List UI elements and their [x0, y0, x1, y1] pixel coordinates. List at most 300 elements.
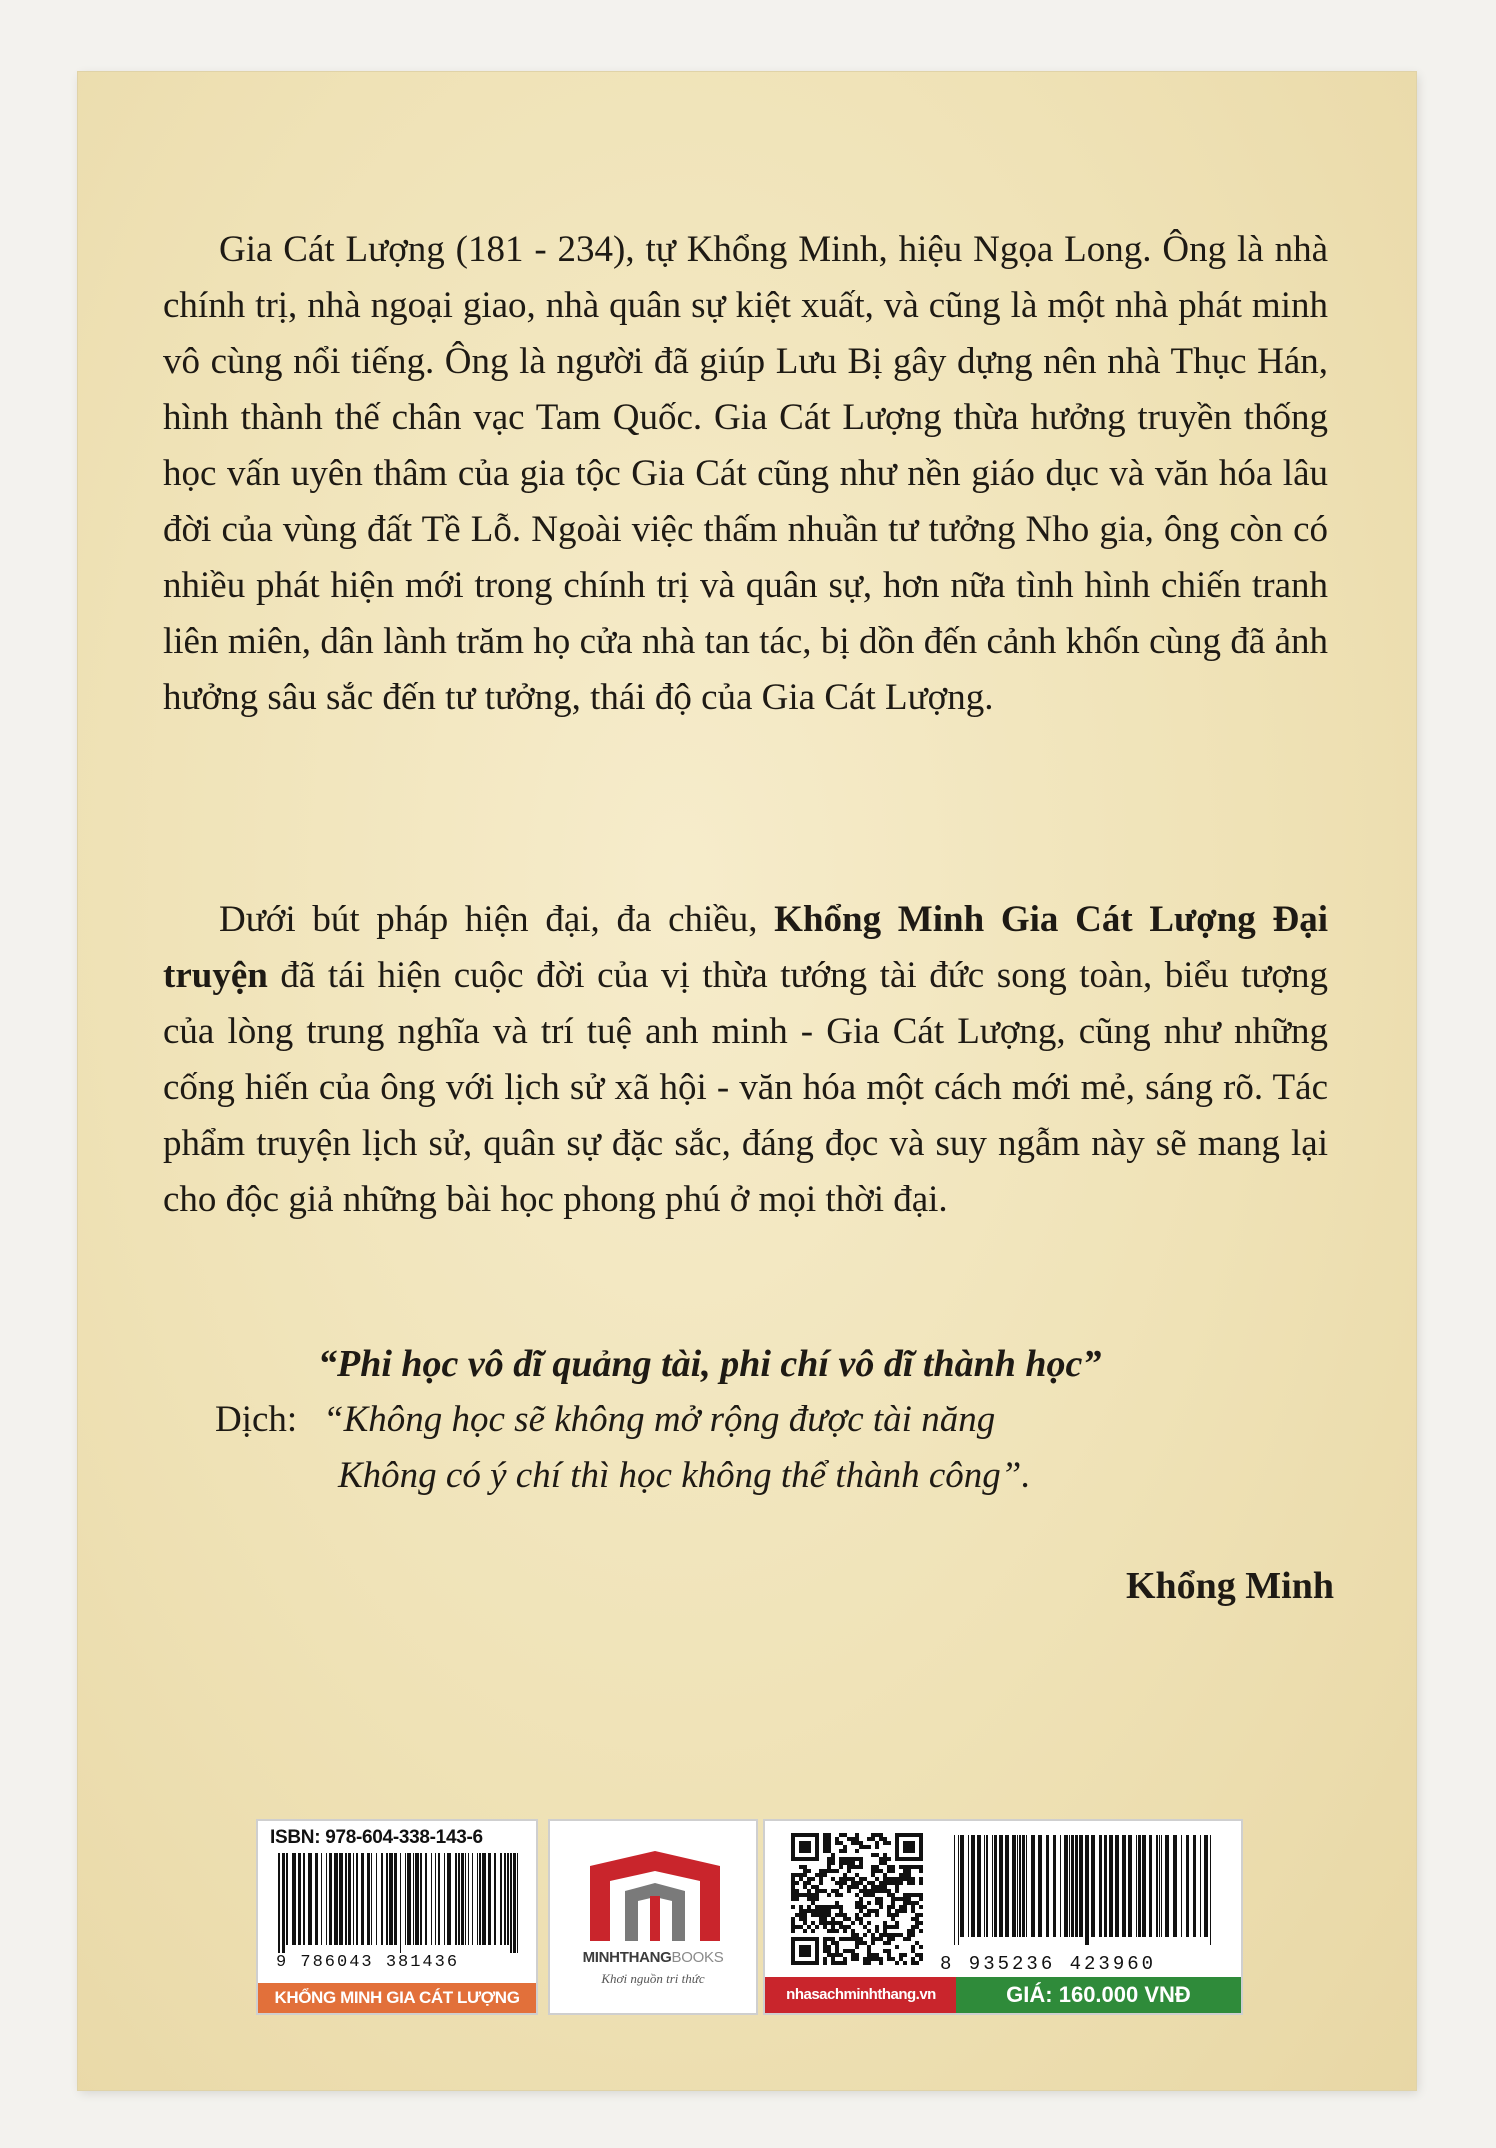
qr-module [915, 1961, 919, 1965]
barcode-bar [479, 1853, 481, 1945]
qr-module [827, 1861, 831, 1865]
qr-module [883, 1933, 887, 1937]
barcode-bar [334, 1853, 338, 1945]
qr-module [863, 1941, 867, 1945]
barcode-bar [1156, 1835, 1158, 1937]
qr-module [831, 1925, 835, 1929]
qr-module [915, 1913, 919, 1917]
qr-module [795, 1897, 799, 1901]
qr-module [875, 1865, 879, 1869]
qr-module [839, 1921, 843, 1925]
qr-module [879, 1861, 883, 1865]
quote-translation-line-2: Không có ý chí thì học không thể thành công”. [338, 1455, 1031, 1496]
qr-module [863, 1925, 867, 1929]
qr-module [907, 1877, 911, 1881]
qr-module [891, 1933, 895, 1937]
isbn-box [256, 1819, 538, 2015]
qr-module [839, 1857, 843, 1861]
qr-module [883, 1941, 887, 1945]
qr-module [867, 1889, 871, 1893]
qr-module [891, 1937, 895, 1941]
qr-module [871, 1873, 875, 1877]
barcode-bar [431, 1853, 432, 1945]
qr-module [919, 1877, 923, 1881]
qr-module [903, 1869, 907, 1873]
qr-module [883, 1929, 887, 1933]
qr-module [819, 1889, 823, 1893]
qr-module [863, 1905, 867, 1909]
barcode-bar [371, 1853, 372, 1945]
qr-module [831, 1957, 835, 1961]
qr-module [875, 1913, 879, 1917]
barcode-bar [1173, 1835, 1177, 1937]
qr-module [815, 1905, 819, 1909]
qr-module [867, 1961, 871, 1965]
qr-module [823, 1925, 827, 1929]
qr-module [879, 1957, 883, 1961]
barcode-bar [500, 1853, 502, 1945]
barcode-bar [376, 1853, 377, 1945]
qr-module [823, 1909, 827, 1913]
qr-module [871, 1869, 875, 1873]
qr-module [887, 1865, 891, 1869]
qr-module [851, 1865, 855, 1869]
qr-module [871, 1853, 875, 1857]
qr-module [855, 1857, 859, 1861]
qr-module [879, 1897, 883, 1901]
qr-module [831, 1861, 835, 1865]
qr-module [915, 1901, 919, 1905]
barcode-bar [1079, 1835, 1083, 1937]
barcode-bar [994, 1835, 997, 1937]
qr-module [855, 1941, 859, 1945]
qr-module [839, 1925, 843, 1929]
qr-module [847, 1885, 851, 1889]
qr-module [835, 1869, 839, 1873]
qr-module [879, 1885, 883, 1889]
qr-module [843, 1845, 847, 1849]
barcode-bar [361, 1853, 364, 1945]
qr-module [803, 1909, 807, 1913]
qr-module [891, 1917, 895, 1921]
qr-module [903, 1865, 907, 1869]
minhthang-logo-icon [580, 1841, 730, 1946]
qr-module [819, 1877, 823, 1881]
qr-module [835, 1961, 839, 1965]
qr-module [855, 1913, 859, 1917]
qr-module [831, 1929, 835, 1933]
qr-module [859, 1889, 863, 1893]
publisher-name-bold: MINHTHANG [582, 1949, 672, 1966]
qr-module [887, 1933, 891, 1937]
qr-module [819, 1917, 823, 1921]
qr-module [887, 1957, 891, 1961]
qr-module [799, 1925, 803, 1929]
qr-module [903, 1905, 907, 1909]
qr-module [859, 1909, 863, 1913]
qr-module [911, 1945, 915, 1949]
qr-module [823, 1913, 827, 1917]
qr-module [911, 1881, 915, 1885]
qr-module [831, 1937, 835, 1941]
qr-module [843, 1861, 847, 1865]
qr-module [811, 1893, 815, 1897]
qr-module [903, 1873, 907, 1877]
qr-module [899, 1933, 903, 1937]
qr-module [867, 1881, 871, 1885]
qr-module [911, 1949, 915, 1953]
qr-module [919, 1953, 923, 1957]
qr-module [891, 1957, 895, 1961]
barcode-bar [999, 1835, 1003, 1937]
qr-module [883, 1925, 887, 1929]
qr-module [807, 1881, 811, 1885]
qr-module [887, 1869, 891, 1873]
barcode-bar [282, 1853, 285, 1953]
qr-module [815, 1885, 819, 1889]
qr-module [871, 1833, 875, 1837]
qr-module [827, 1909, 831, 1913]
qr-module [835, 1905, 839, 1909]
qr-module [887, 1881, 891, 1885]
qr-module [883, 1873, 887, 1877]
book-title-strip: KHỔNG MINH GIA CÁT LƯỢNG [258, 1983, 536, 2013]
qr-module [855, 1873, 859, 1877]
barcode-bar [1060, 1835, 1061, 1937]
ean-barcode-icon [950, 1835, 1220, 1945]
qr-module [839, 1893, 843, 1897]
qr-module [863, 1933, 867, 1937]
barcode-bar [1085, 1835, 1089, 1945]
barcode-bar [1075, 1835, 1078, 1937]
barcode-bar [958, 1835, 959, 1945]
barcode-bar [992, 1835, 993, 1937]
barcode-bar [984, 1835, 985, 1937]
barcode-bar [1071, 1835, 1074, 1937]
quote-author: Khổng Minh [1125, 1565, 1334, 1607]
qr-module [803, 1921, 807, 1925]
qr-module [843, 1917, 847, 1921]
qr-module [867, 1909, 871, 1913]
barcode-bar [468, 1853, 469, 1945]
qr-module [867, 1845, 871, 1849]
qr-module [827, 1945, 831, 1949]
qr-module [799, 1905, 803, 1909]
qr-module [827, 1921, 831, 1925]
qr-module [859, 1877, 863, 1881]
barcode-bar [1026, 1835, 1027, 1937]
barcode-bar [308, 1853, 312, 1945]
qr-module [895, 1889, 899, 1893]
qr-module [807, 1905, 811, 1909]
qr-module [799, 1917, 803, 1921]
paragraph-2-rest: đã tái hiện cuộc đời của vị thừa tướng tài đức song toàn, biểu tượng của lòng trung nghĩa và trí tuệ anh minh - Gia Cát Lượng, cũng như những cống hiến của ông với lịch sử xã hội - văn hóa một cách mới mẻ, sáng rõ. Tác phẩm truyện lịch sử, quân sự đặc sắc, đáng đọc và suy ngẫm này sẽ mang lại cho độc giả những bài học phong phú ở mọi thời đại. [163, 955, 1328, 1220]
qr-module [843, 1857, 847, 1861]
qr-module [859, 1901, 863, 1905]
qr-module [871, 1881, 875, 1885]
qr-module [891, 1897, 895, 1901]
barcode-bar [1115, 1835, 1119, 1937]
qr-module [895, 1897, 899, 1901]
qr-module [795, 1889, 799, 1893]
qr-module [823, 1869, 827, 1873]
qr-module [855, 1917, 859, 1921]
barcode-bar [381, 1853, 383, 1945]
barcode-bar [386, 1853, 388, 1945]
barcode-bar [1128, 1835, 1132, 1937]
qr-module [911, 1933, 915, 1937]
qr-module [867, 1913, 871, 1917]
barcode-bar [447, 1853, 451, 1945]
qr-module [843, 1877, 847, 1881]
qr-finder-pattern [799, 1841, 811, 1853]
barcode-bar [1053, 1835, 1056, 1937]
qr-module [815, 1925, 819, 1929]
qr-module [807, 1877, 811, 1881]
qr-module [795, 1881, 799, 1885]
barcode-bar [326, 1853, 327, 1945]
qr-module [903, 1901, 907, 1905]
qr-module [855, 1881, 859, 1885]
qr-module [831, 1889, 835, 1893]
barcode-bar [1069, 1835, 1070, 1937]
qr-module [855, 1841, 859, 1845]
quote-translation-label: Dịch: [215, 1399, 298, 1440]
qr-module [903, 1953, 907, 1957]
barcode-bar [494, 1853, 496, 1945]
qr-module [887, 1937, 891, 1941]
qr-module [795, 1873, 799, 1877]
qr-module [907, 1869, 911, 1873]
qr-module [843, 1913, 847, 1917]
barcode-bar [458, 1853, 460, 1945]
qr-module [879, 1857, 883, 1861]
barcode-bar [472, 1853, 473, 1945]
qr-module [891, 1869, 895, 1873]
qr-module [791, 1905, 795, 1909]
qr-module [815, 1909, 819, 1913]
barcode-bar [510, 1853, 512, 1953]
qr-module [855, 1865, 859, 1869]
qr-module [799, 1909, 803, 1913]
barcode-bar [513, 1853, 516, 1953]
website-strip: nhasachminhthang.vn [765, 1977, 957, 2013]
paragraph-2-intro: Dưới bút pháp hiện đại, đa chiều, [219, 899, 758, 940]
barcode-bar [960, 1835, 964, 1937]
qr-module [827, 1837, 831, 1841]
qr-module [827, 1937, 831, 1941]
qr-module [875, 1925, 879, 1929]
qr-module [911, 1905, 915, 1909]
barcode-bar [1149, 1835, 1152, 1937]
qr-module [795, 1893, 799, 1897]
qr-module [875, 1885, 879, 1889]
qr-module [907, 1933, 911, 1937]
qr-module [903, 1877, 907, 1881]
qr-module [879, 1933, 883, 1937]
qr-module [895, 1933, 899, 1937]
isbn-label: ISBN: 978-604-338-143-6 [270, 1827, 483, 1848]
qr-module [839, 1881, 843, 1885]
qr-module [919, 1893, 923, 1897]
qr-module [827, 1949, 831, 1953]
qr-module [911, 1925, 915, 1929]
qr-module [875, 1957, 879, 1961]
qr-module [895, 1909, 899, 1913]
barcode-bar [1165, 1835, 1169, 1937]
qr-module [859, 1937, 863, 1941]
qr-module [823, 1949, 827, 1953]
qr-module [827, 1841, 831, 1845]
qr-module [907, 1929, 911, 1933]
qr-module [903, 1909, 907, 1913]
qr-module [855, 1885, 859, 1889]
qr-module [875, 1901, 879, 1905]
qr-module [903, 1961, 907, 1965]
qr-module [839, 1849, 843, 1853]
book-title-inline: Khổng Minh Gia Cát Lượng Đại truyện [163, 899, 1329, 996]
qr-module [891, 1913, 895, 1917]
qr-module [843, 1849, 847, 1853]
qr-module [919, 1913, 923, 1917]
qr-module [847, 1889, 851, 1893]
qr-module [811, 1909, 815, 1913]
qr-module [791, 1881, 795, 1885]
qr-module [843, 1873, 847, 1877]
qr-module [895, 1961, 899, 1965]
barcode-bar [488, 1853, 491, 1945]
qr-module [859, 1905, 863, 1909]
qr-module [851, 1885, 855, 1889]
qr-module [811, 1901, 815, 1905]
qr-module [875, 1841, 879, 1845]
qr-module [839, 1861, 843, 1865]
qr-module [831, 1877, 835, 1881]
qr-module [823, 1889, 827, 1893]
qr-module [915, 1953, 919, 1957]
qr-module [839, 1841, 843, 1845]
qr-module [911, 1877, 915, 1881]
qr-module [827, 1953, 831, 1957]
qr-module [791, 1877, 795, 1881]
qr-module [835, 1945, 839, 1949]
barcode-bar [298, 1853, 301, 1945]
publisher-tagline: Khơi nguồn tri thức [601, 1971, 705, 1986]
qr-module [887, 1941, 891, 1945]
qr-module [887, 1953, 891, 1957]
qr-module [875, 1853, 879, 1857]
qr-module [819, 1869, 823, 1873]
qr-module [867, 1949, 871, 1953]
qr-module [895, 1877, 899, 1881]
barcode-bar [1022, 1835, 1025, 1937]
qr-module [895, 1913, 899, 1917]
barcode-bar [356, 1853, 358, 1945]
qr-module [883, 1837, 887, 1841]
qr-module [839, 1913, 843, 1917]
qr-module [835, 1913, 839, 1917]
barcode-bar [286, 1853, 288, 1945]
qr-module [843, 1937, 847, 1941]
barcode-bar [389, 1853, 393, 1945]
qr-module [887, 1905, 891, 1909]
barcode-bar [954, 1835, 955, 1945]
qr-module [803, 1913, 807, 1917]
qr-module [831, 1921, 835, 1925]
qr-module [811, 1885, 815, 1889]
qr-module [827, 1833, 831, 1837]
qr-module [851, 1877, 855, 1881]
quote-translation-line-1: “Không học sẽ không mở rộng được tài năng [323, 1399, 996, 1440]
barcode-bar [415, 1853, 419, 1945]
barcode-bar [394, 1853, 397, 1945]
qr-module [839, 1909, 843, 1913]
qr-module [891, 1877, 895, 1881]
qr-module [887, 1909, 891, 1913]
barcode-bar [1186, 1835, 1189, 1937]
qr-module [823, 1917, 827, 1921]
qr-module [871, 1957, 875, 1961]
qr-module [919, 1905, 923, 1909]
qr-module [839, 1961, 843, 1965]
qr-module [807, 1893, 811, 1897]
qr-module [807, 1897, 811, 1901]
qr-module [871, 1889, 875, 1893]
qr-module [895, 1885, 899, 1889]
barcode-bar [1142, 1835, 1146, 1937]
qr-module [831, 1917, 835, 1921]
qr-module [871, 1837, 875, 1841]
qr-module [919, 1957, 923, 1961]
qr-module [831, 1857, 835, 1861]
qr-module [911, 1901, 915, 1905]
qr-module [799, 1865, 803, 1869]
qr-module [875, 1909, 879, 1913]
qr-module [827, 1865, 831, 1869]
qr-module [863, 1913, 867, 1917]
back-cover [78, 72, 1416, 2090]
ean-barcode-digits: 8 935236 423960 [940, 1953, 1157, 1975]
qr-module [835, 1929, 839, 1933]
qr-module [847, 1865, 851, 1869]
qr-module [855, 1837, 859, 1841]
publisher-name [550, 1949, 756, 1966]
qr-module [795, 1925, 799, 1929]
qr-module [891, 1905, 895, 1909]
qr-module [843, 1929, 847, 1933]
qr-module [903, 1893, 907, 1897]
qr-module [899, 1873, 903, 1877]
qr-module [855, 1945, 859, 1949]
barcode-bar [1200, 1835, 1201, 1937]
qr-module [823, 1957, 827, 1961]
qr-module [887, 1877, 891, 1881]
qr-module [899, 1905, 903, 1909]
qr-module [851, 1841, 855, 1845]
qr-module [887, 1889, 891, 1893]
qr-module [911, 1957, 915, 1961]
qr-module [831, 1941, 835, 1945]
qr-module [811, 1929, 815, 1933]
qr-module [855, 1905, 859, 1909]
qr-module [803, 1885, 807, 1889]
qr-module [883, 1853, 887, 1857]
barcode-bar [1109, 1835, 1113, 1937]
qr-module [899, 1897, 903, 1901]
qr-module [807, 1889, 811, 1893]
qr-module [835, 1921, 839, 1925]
qr-module [839, 1865, 843, 1869]
